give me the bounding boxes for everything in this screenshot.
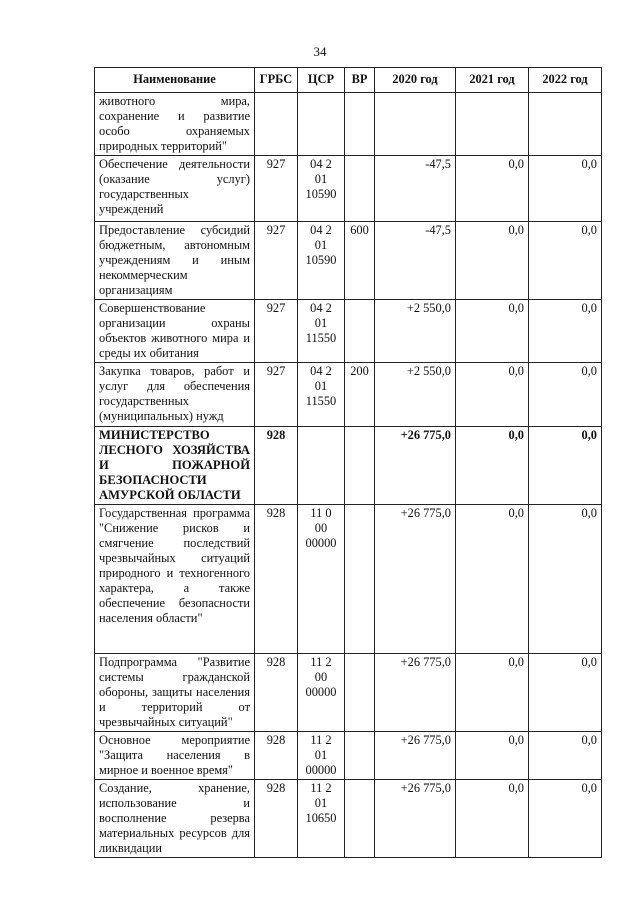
row-grbs-cell: 928 [255, 505, 298, 654]
row-2020-cell: +2 550,0 [375, 300, 456, 363]
row-csr-cell: 04 2 01 10590 [298, 156, 345, 222]
row-csr-cell: 11 0 00 00000 [298, 505, 345, 654]
row-csr-cell: 11 2 01 00000 [298, 732, 345, 780]
row-2020-cell: -47,5 [375, 156, 456, 222]
row-2020-cell: +2 550,0 [375, 363, 456, 427]
row-grbs-cell: 928 [255, 427, 298, 505]
row-vr-cell [345, 780, 375, 858]
page-number: 34 [313, 44, 327, 59]
table-row [95, 93, 602, 156]
row-2020-cell: +26 775,0 [375, 780, 456, 858]
row-vr-cell [345, 427, 375, 505]
row-grbs-cell: 927 [255, 300, 298, 363]
header-name: Наименование [95, 68, 255, 93]
row-csr-cell: 04 2 01 11550 [298, 300, 345, 363]
row-2021-cell: 0,0 [456, 427, 529, 505]
row-csr-cell: 11 2 00 00000 [298, 654, 345, 732]
row-grbs-cell: 928 [255, 732, 298, 780]
row-name-cell: Основное мероприятие "Защита населения в мирное и военное время" [95, 732, 255, 780]
row-2021-cell: 0,0 [456, 156, 529, 222]
header-2022: 2022 год [529, 68, 602, 93]
header-grbs: ГРБС [255, 68, 298, 93]
row-2021-cell [456, 93, 529, 156]
row-2022-cell: 0,0 [529, 780, 602, 858]
row-2022-cell: 0,0 [529, 363, 602, 427]
row-name-cell: Создание, хранение, использование и восполнение резерва материальных ресурсов для ликвидации [95, 780, 255, 858]
row-csr-cell: 11 2 01 10650 [298, 780, 345, 858]
row-grbs-cell: 927 [255, 363, 298, 427]
row-grbs-cell: 927 [255, 156, 298, 222]
row-grbs-cell [255, 93, 298, 156]
row-2022-cell: 0,0 [529, 156, 602, 222]
budget-table [94, 67, 602, 858]
header-csr: ЦСР [298, 68, 345, 93]
row-vr-cell [345, 93, 375, 156]
table-row [95, 300, 602, 363]
row-name-cell: Подпрограмма "Развитие системы гражданской обороны, защиты населения и территорий от чрезвычайных ситуаций" [95, 654, 255, 732]
table-row [95, 732, 602, 780]
row-2022-cell: 0,0 [529, 654, 602, 732]
row-2022-cell: 0,0 [529, 300, 602, 363]
row-2021-cell: 0,0 [456, 363, 529, 427]
header-2020: 2020 год [375, 68, 456, 93]
row-csr-cell [298, 93, 345, 156]
row-vr-cell: 200 [345, 363, 375, 427]
row-2020-cell: -47,5 [375, 222, 456, 300]
row-vr-cell: 600 [345, 222, 375, 300]
header-vr: ВР [345, 68, 375, 93]
row-2022-cell [529, 93, 602, 156]
table-row [95, 505, 602, 654]
row-name-cell: Закупка товаров, работ и услуг для обеспечения государственных (муниципальных) нужд [95, 363, 255, 427]
row-2021-cell: 0,0 [456, 654, 529, 732]
row-grbs-cell: 928 [255, 780, 298, 858]
table-body [95, 93, 602, 858]
row-name-cell: животного мира, сохранение и развитие особо охраняемых природных территорий" [95, 93, 255, 156]
row-csr-cell: 04 2 01 10590 [298, 222, 345, 300]
row-name-cell: Государственная программа "Снижение рисков и смягчение последствий чрезвычайных ситуаций природного и техногенного характера, а также обеспечение безопасности населения области" [95, 505, 255, 654]
row-2021-cell: 0,0 [456, 222, 529, 300]
table-row [95, 363, 602, 427]
row-2021-cell: 0,0 [456, 505, 529, 654]
row-name-cell: Обеспечение деятельности (оказание услуг) государственных учреждений [95, 156, 255, 222]
row-vr-cell [345, 732, 375, 780]
table-row [95, 156, 602, 222]
row-vr-cell [345, 654, 375, 732]
table-row [95, 427, 602, 505]
row-vr-cell [345, 156, 375, 222]
row-2021-cell: 0,0 [456, 300, 529, 363]
row-2021-cell: 0,0 [456, 732, 529, 780]
row-name-cell: МИНИСТЕРСТВО ЛЕСНОГО ХОЗЯЙСТВА И ПОЖАРНОЙ БЕЗОПАСНОСТИ АМУРСКОЙ ОБЛАСТИ [95, 427, 255, 505]
table-row [95, 654, 602, 732]
row-2020-cell: +26 775,0 [375, 732, 456, 780]
row-2022-cell: 0,0 [529, 222, 602, 300]
row-vr-cell [345, 505, 375, 654]
row-name-cell: Предоставление субсидий бюджетным, автономным учреждениям и иным некоммерческим организациям [95, 222, 255, 300]
row-csr-cell [298, 427, 345, 505]
row-2022-cell: 0,0 [529, 505, 602, 654]
row-2021-cell: 0,0 [456, 780, 529, 858]
row-2022-cell: 0,0 [529, 427, 602, 505]
row-csr-cell: 04 2 01 11550 [298, 363, 345, 427]
row-grbs-cell: 928 [255, 654, 298, 732]
row-2022-cell: 0,0 [529, 732, 602, 780]
row-vr-cell [345, 300, 375, 363]
row-2020-cell: +26 775,0 [375, 427, 456, 505]
table-header-row [95, 68, 602, 93]
row-2020-cell: +26 775,0 [375, 505, 456, 654]
row-grbs-cell: 927 [255, 222, 298, 300]
table-row [95, 222, 602, 300]
row-2020-cell: +26 775,0 [375, 654, 456, 732]
row-name-cell: Совершенствование организации охраны объектов животного мира и среды их обитания [95, 300, 255, 363]
header-2021: 2021 год [456, 68, 529, 93]
table-row [95, 780, 602, 858]
row-2020-cell [375, 93, 456, 156]
